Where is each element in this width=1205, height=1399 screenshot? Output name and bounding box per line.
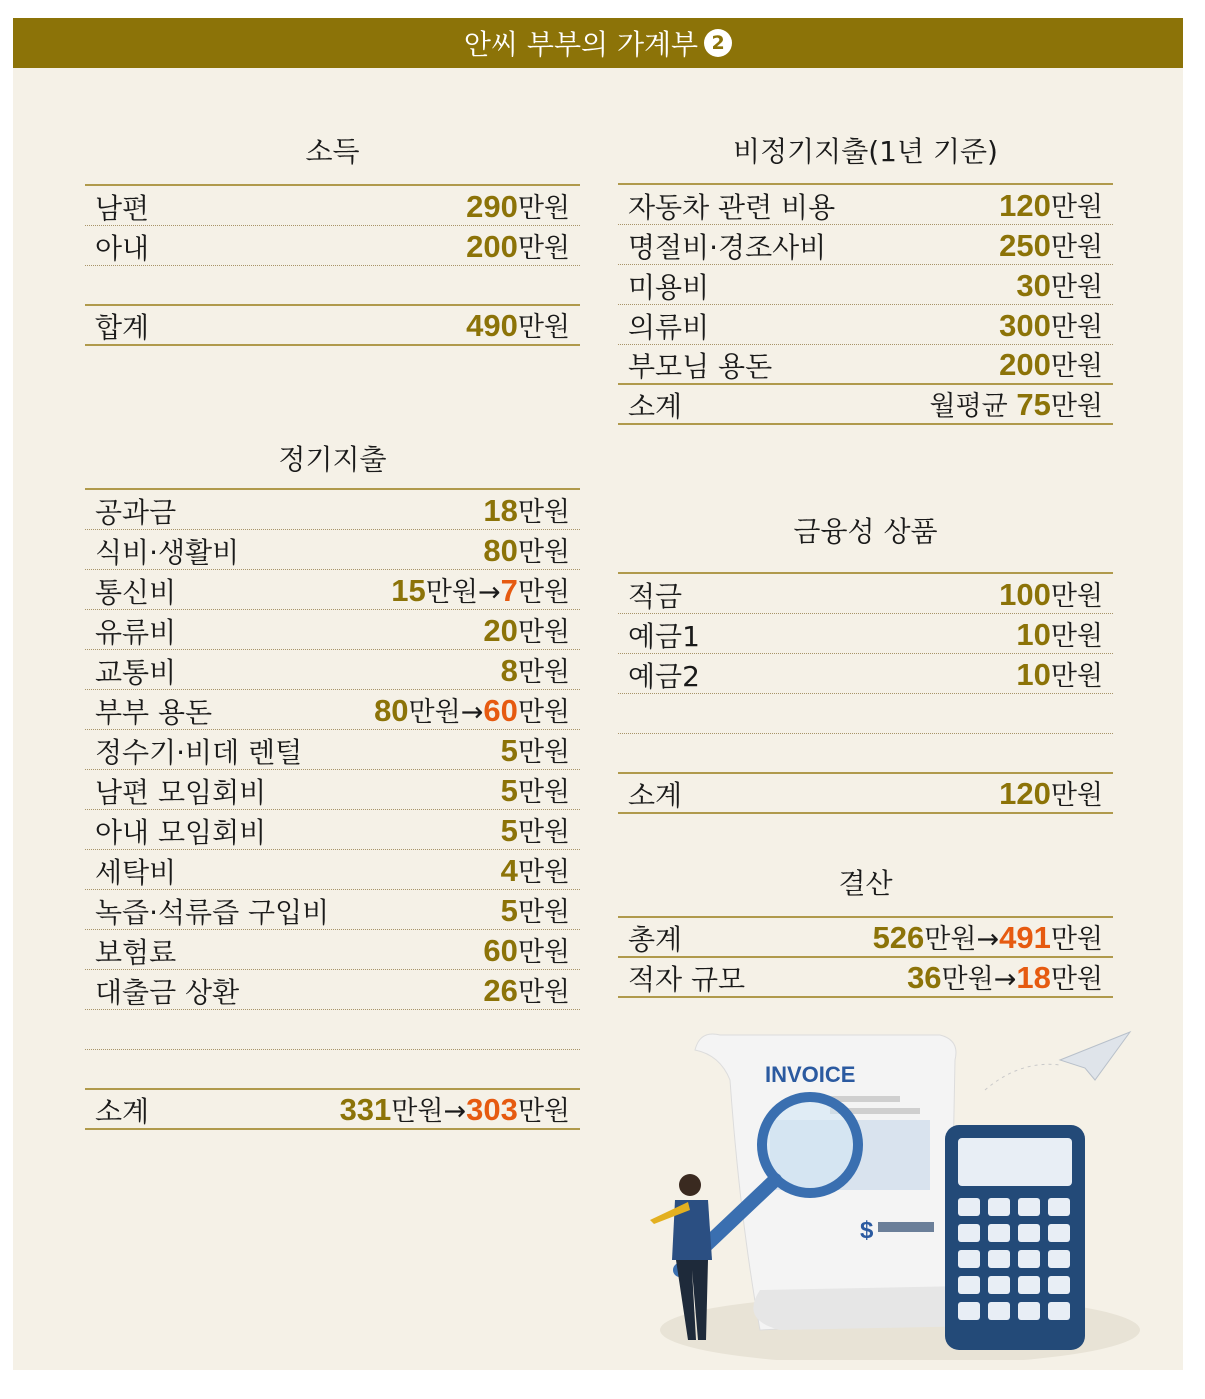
finance-row: 적금 100만원 [618, 574, 1113, 614]
income-title: 소득 [305, 135, 360, 168]
row-amount: 331만원→303만원 [339, 1092, 570, 1127]
dollar-sign: $ [860, 1217, 874, 1244]
irregular-row: 의류비 300만원 [618, 305, 1113, 345]
regular-row: 교통비 8만원 [85, 650, 580, 690]
finance-table [618, 572, 1113, 814]
settlement-row: 총계 526만원→491만원 [618, 918, 1113, 958]
income-total-row [85, 306, 580, 346]
plane-trail [985, 1064, 1060, 1090]
finance-subtotal-row [618, 774, 1113, 814]
irregular-row: 부모님 용돈 200만원 [618, 345, 1113, 385]
regular-row: 부부 용돈 80만원→60만원 [85, 690, 580, 730]
regular-table [85, 488, 580, 1130]
regular-row: 녹즙·석류즙 구입비 5만원 [85, 890, 580, 930]
row-amount: 290만원 [466, 189, 570, 224]
row-label: 소계 [628, 390, 683, 423]
finance-row: 예금1 10만원 [618, 614, 1113, 654]
row-amount: 월평균 75만원 [929, 387, 1103, 422]
row-label: 아내 [95, 232, 150, 265]
invoice-label: INVOICE [765, 1062, 856, 1087]
person-head [679, 1174, 701, 1196]
income-spacer-row [85, 266, 580, 306]
irregular-table [618, 183, 1113, 425]
row-amount: 200만원 [466, 229, 570, 264]
income-row-wife [85, 226, 580, 266]
calculator-screen [958, 1138, 1072, 1186]
regular-row: 아내 모임회비 5만원 [85, 810, 580, 850]
irregular-row: 명절비·경조사비 250만원 [618, 225, 1113, 265]
regular-subtotal-row [85, 1090, 580, 1130]
row-label: 소계 [95, 1095, 150, 1128]
regular-title: 정기지출 [278, 443, 387, 476]
regular-spacer-row [85, 1010, 580, 1050]
income-row-husband [85, 186, 580, 226]
regular-row: 보험료 60만원 [85, 930, 580, 970]
regular-row: 세탁비 4만원 [85, 850, 580, 890]
regular-row: 유류비 20만원 [85, 610, 580, 650]
banner-title: 안씨 부부의 가계부 [463, 28, 699, 61]
irregular-row: 미용비 30만원 [618, 265, 1113, 305]
settlement-row: 적자 규모 36만원→18만원 [618, 958, 1113, 998]
regular-spacer-row-2 [85, 1050, 580, 1090]
invoice-illustration [640, 1020, 1160, 1360]
settlement-title: 결산 [838, 867, 893, 900]
row-amount: 490만원 [466, 308, 570, 343]
finance-title: 금융성 상품 [793, 515, 938, 548]
irregular-row: 자동차 관련 비용 120만원 [618, 185, 1113, 225]
paper-plane-icon [1060, 1032, 1130, 1080]
row-amount: 120만원 [999, 776, 1103, 811]
regular-row: 통신비 15만원→7만원 [85, 570, 580, 610]
regular-row: 정수기·비데 렌털 5만원 [85, 730, 580, 770]
income-table [85, 184, 580, 346]
regular-row: 남편 모임회비 5만원 [85, 770, 580, 810]
finance-spacer-row-2 [618, 734, 1113, 774]
finance-row: 예금2 10만원 [618, 654, 1113, 694]
row-label: 소계 [628, 779, 683, 812]
irregular-subtotal-row [618, 385, 1113, 425]
regular-row: 공과금 18만원 [85, 490, 580, 530]
banner-number-badge: 2 [704, 29, 732, 57]
finance-spacer-row [618, 694, 1113, 734]
row-label: 합계 [95, 311, 150, 344]
settlement-table [618, 916, 1113, 998]
regular-row: 식비·생활비 80만원 [85, 530, 580, 570]
title-banner [13, 18, 1183, 68]
irregular-title: 비정기지출(1년 기준) [733, 135, 998, 168]
regular-row: 대출금 상환 26만원 [85, 970, 580, 1010]
price-bar [878, 1222, 934, 1232]
row-label: 남편 [95, 192, 150, 225]
